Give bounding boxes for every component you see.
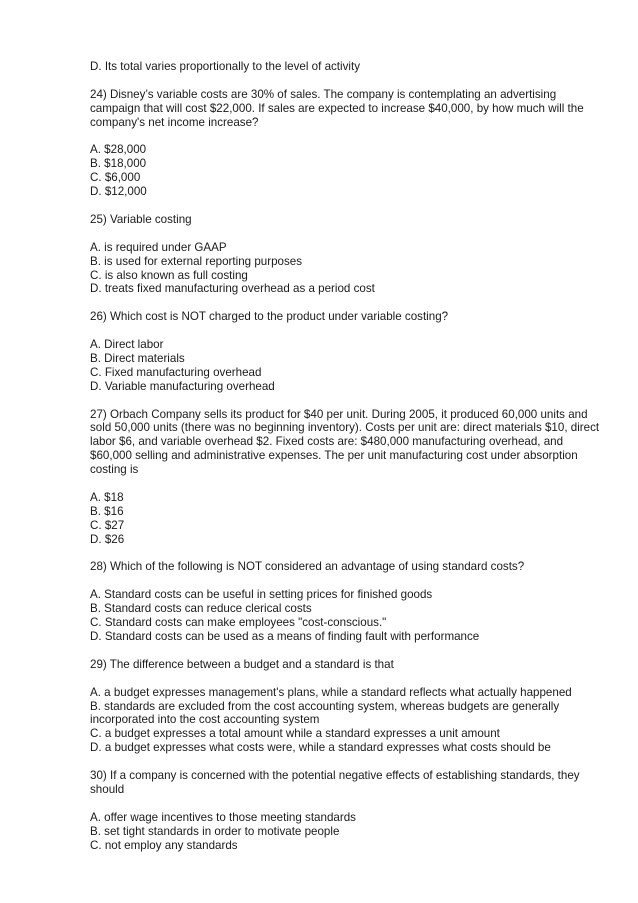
- question-28-options: [90, 588, 605, 644]
- option-a: A. Standard costs can be useful in setting prices for finished goods: [90, 588, 433, 602]
- option-c: C. Standard costs can make employees "cost-conscious.": [90, 616, 387, 630]
- question-24-text: [90, 88, 605, 130]
- option-d: D. Standard costs can be used as a means of finding fault with performance: [90, 630, 480, 643]
- question-text: 27) Orbach Company sells its product for $40 per unit. During 2005, it produced 60,000 units and sold 50,000 units (there was no beginning inventory). Costs per unit are: direct materials $10, direct labor $6, and variable overhead $2. Fixed costs are: $480,000 manufacturing overhead, and $60,000 selling and administrative expenses. The per unit manufacturing cost under absorption costing is: [90, 407, 603, 477]
- question-30-options: [90, 811, 605, 853]
- question-text: 29) The difference between a budget and a standard is that: [90, 657, 394, 671]
- option-a: A. $28,000: [90, 143, 147, 157]
- question-24-options: [90, 143, 605, 199]
- option-c: C. $6,000: [90, 171, 141, 185]
- option-b: B. set tight standards in order to motivate people: [90, 824, 340, 838]
- option-d: D. a budget expresses what costs were, while a standard expresses what costs should be: [90, 741, 551, 755]
- question-29-text: [90, 658, 605, 672]
- document-page: [90, 60, 605, 866]
- question-28-text: [90, 560, 605, 574]
- option-c: C. Fixed manufacturing overhead: [90, 365, 262, 379]
- option-a: A. offer wage incentives to those meeting standards: [90, 810, 356, 824]
- question-text: 24) Disney’s variable costs are 30% of sales. The company is contemplating an advertising campaign that will cost $22,000. If sales are expected to increase $40,000, by how much will the company's net income increase?: [90, 87, 587, 129]
- option-c: C. $27: [90, 518, 125, 532]
- question-26-text: [90, 310, 605, 324]
- option-a: A. a budget expresses management's plans, while a standard reflects what actually happened: [90, 685, 572, 699]
- option-d: D. $26: [90, 532, 125, 546]
- option-d: D. $12,000: [90, 185, 147, 199]
- option-b: B. Direct materials: [90, 351, 185, 365]
- question-text: 25) Variable costing: [90, 212, 192, 226]
- option-a: A. $18: [90, 490, 124, 504]
- q23-tail: [90, 60, 605, 74]
- question-text: 28) Which of the following is NOT considered an advantage of using standard costs?: [90, 560, 525, 574]
- option-b: B. Standard costs can reduce clerical costs: [90, 602, 312, 616]
- question-27-text: [90, 408, 605, 478]
- option-b: B. $18,000: [90, 157, 147, 171]
- option-c: C. a budget expresses a total amount while a standard expresses a unit amount: [90, 727, 500, 741]
- question-26-options: [90, 338, 605, 394]
- question-25-text: [90, 213, 605, 227]
- option-a: A. Direct labor: [90, 338, 164, 352]
- option-a: A. is required under GAAP: [90, 240, 227, 254]
- question-30-text: [90, 769, 605, 797]
- option-b: B. standards are excluded from the cost accounting system, whereas budgets are generally incorporated into the cost accounting system: [90, 699, 563, 727]
- option-d: D. Its total varies proportionally to the level of activity: [90, 60, 360, 73]
- question-text: 26) Which cost is NOT charged to the product under variable costing?: [90, 310, 449, 324]
- question-29-options: [90, 686, 605, 756]
- option-b: B. is used for external reporting purposes: [90, 254, 303, 268]
- question-text: 30) If a company is concerned with the potential negative effects of establishing standards, they should: [90, 769, 583, 796]
- option-d: D. Variable manufacturing overhead: [90, 379, 275, 393]
- question-27-options: [90, 491, 605, 547]
- option-b: B. $16: [90, 504, 124, 518]
- option-c: C. not employ any standards: [90, 838, 238, 852]
- option-d: D. treats fixed manufacturing overhead as a period cost: [90, 282, 375, 296]
- option-c: C. is also known as full costing: [90, 268, 248, 282]
- question-25-options: [90, 241, 605, 297]
